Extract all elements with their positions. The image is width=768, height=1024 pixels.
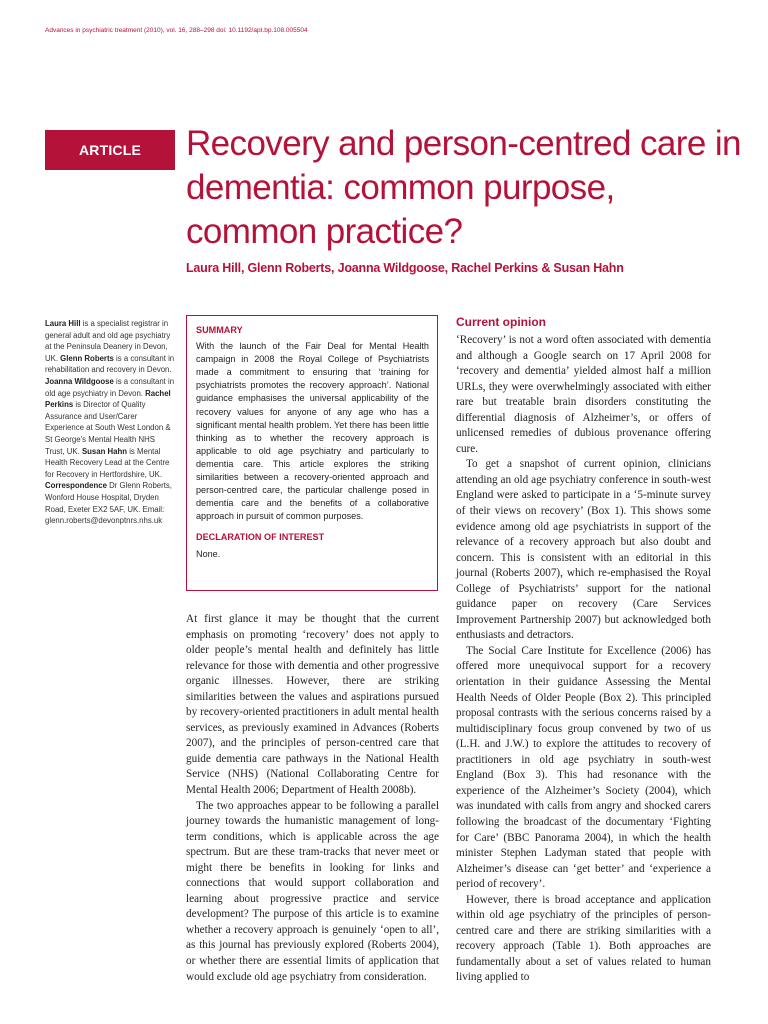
summary-heading: SUMMARY	[196, 325, 243, 335]
bio-text: is a consultant in rehabilitation and recovery in Devon.	[45, 353, 175, 375]
bio-name: Susan Hahn	[81, 446, 128, 456]
section-heading-current-opinion: Current opinion	[456, 315, 546, 329]
bio-text: is Mental Health Recovery Lead at the Centre for Recovery in Hertfordshire, UK.	[45, 446, 170, 479]
correspondence	[45, 480, 175, 526]
bio-name: Glenn Roberts	[60, 353, 114, 363]
correspondence-label: Correspondence	[45, 481, 107, 491]
article-title: Recovery and person-centred care in dementia: common purpose, common practice?	[186, 124, 741, 251]
bio-text: is a specialist registrar in general adult and old age psychiatry at the Peninsula Deanery in Devon, UK.	[45, 319, 171, 363]
journal-citation: Advances in psychiatric treatment (2010), vol. 16, 288–298 doi: 10.1192/apt.bp.108.005504	[45, 27, 308, 34]
author-bios	[45, 318, 175, 480]
body-paragraph: The Social Care Institute for Excellence (2006) has offered more unequivocal support for a recovery orientation in their guidance Assessing the Mental Health Needs of Older People (Box 2). This principled proposal contrasts with the serious concerns raised by a multidisciplinary focus group convened by two of us (L.H. and J.W.) to explore the attitudes to recovery of practitioners in old age psychiatry in south-west England (Box 3). This had resonance with the experience of the Alzheimer’s Society (2004), which was inundated with calls from angry and shocked carers following the broadcast of the documentary ‘Fighting for Care’ (BBC Panorama 2004), in which the health minister Stephen Ladyman stated that people with Alzheimer’s disease can ‘get better’ and ‘experience a period of recovery’.	[456, 644, 711, 891]
body-left-column	[186, 612, 439, 985]
body-paragraph: To get a snapshot of current opinion, clinicians attending an old age psychiatry conference in south-west England were asked to participate in a ‘5-minute survey of their views on recovery’ (Box 1). This shows some evidence among old age psychiatrists in support of the relevance of a recovery approach but also doubt and concern. This is consistent with an editorial in this journal (Roberts 2007), which re-emphasised the Royal College of Psychiatrists’ support for the national guidance paper on recovery (Care Services Improvement Partnership 2007) but acknowledged both enthusiasts and detractors.	[456, 458, 711, 642]
summary-text: With the launch of the Fair Deal for Mental Health campaign in 2008 the Royal College of Psychiatrists made a commitment to ensuring that ‘training for psychiatrists promotes the recovery approach’. National guidance emphasises the universal applicability of the recovery values for anyone of any age who has a significant mental health problem. Yet there has been little thinking as to whether the recovery approach is applicable to old age psychiatry and particularly to dementia care. This article explores the striking similarities between a recovery-oriented approach and person-centred care, the particular challenge posed in dementia care and the benefits of a collaborative approach in pursuit of common purposes.	[196, 341, 429, 522]
body-paragraph: At first glance it may be thought that the current emphasis on promoting ‘recovery’ does not apply to older people’s mental health and definitely has little relevance for those with dementia and other progressive organic illnesses. However, there are striking similarities between the values and aspirations pursued by recovery-oriented practitioners in adult mental health services, as previously examined in Advances (Roberts 2007), and the principles of person-centred care that guide dementia care pathways in the National Health Service (NHS) (National Collaborating Centre for Mental Health 2006; Department of Health 2008b).	[186, 613, 439, 797]
author-list: Laura Hill, Glenn Roberts, Joanna Wildgoose, Rachel Perkins & Susan Hahn	[186, 261, 624, 275]
bio-text: is a consultant in old age psychiatry in Devon.	[45, 376, 175, 398]
body-right-column	[456, 333, 711, 986]
body-paragraph: ‘Recovery’ is not a word often associated with dementia and although a Google search on 17 April 2008 for ‘recovery and dementia’ yielded almost half a million URLs, they were overwhelmingly associated with either rare but treatable brain disorders constituting the differential diagnosis of Alzheimer’s, or offers of unlicensed remedies of dubious provenance offering cure.	[456, 334, 711, 455]
body-paragraph: The two approaches appear to be following a parallel journey towards the humanistic management of long-term conditions, which is applicable across the age spectrum. But are these tram-tracks that never meet or might there be benefits in looking for links and connections that would support collaboration and learning about progressive practice and service development? The purpose of this article is to examine whether a recovery approach is genuinely ‘open to all’, as this journal has previously explored (Roberts 2004), or whether there are essential limits of application that would exclude old age psychiatry from consideration.	[186, 799, 439, 983]
correspondence-text: Dr Glenn Roberts, Wonford House Hospital, Dryden Road, Exeter EX2 5AF, UK. Email: glenn.roberts@devonptnrs.nhs.uk	[45, 481, 172, 526]
declaration-heading: DECLARATION OF INTEREST	[196, 532, 325, 543]
body-paragraph: However, there is broad acceptance and application within old age psychiatry of the principles of person-centred care and there are striking similarities with a recovery approach (Table 1). Both approaches are fundamentally about a set of values related to human living applied to	[456, 893, 711, 984]
declaration-text: None.	[196, 548, 221, 559]
summary-box	[186, 315, 438, 591]
bio-name: Rachel Perkins	[45, 388, 171, 410]
bio-text: is Director of Quality Assurance and User/Carer Experience at South West London & St George’s Mental Health NHS Trust, UK.	[45, 400, 171, 456]
author-bio-sidebar	[45, 318, 175, 527]
bio-name: Laura Hill	[45, 319, 81, 328]
bio-name: Joanna Wildgoose	[45, 376, 114, 386]
article-type-label: ARTICLE	[45, 130, 175, 170]
